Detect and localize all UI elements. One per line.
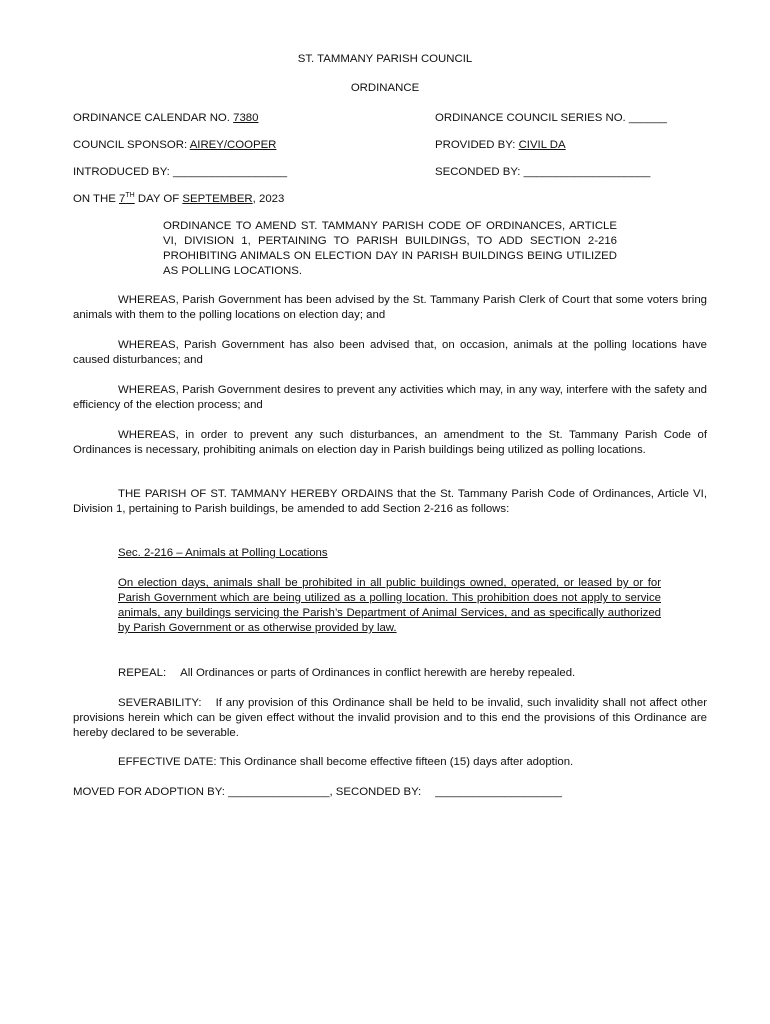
severability-text: If any provision of this Ordinance shall be held to be invalid, such invalidity shall not affect other provisions herein which can be given effect without the invalid provision and to this end the provisions of this Ordinance are hereby declared to be severable. — [73, 697, 707, 739]
introduced-label: INTRODUCED BY: — [73, 166, 170, 178]
provided-value: CIVIL DA — [518, 139, 566, 151]
introduced-line — [73, 165, 287, 180]
calendar-number: 7380 — [233, 112, 259, 124]
adoption-seconded-label: , SECONDED BY: — [329, 786, 422, 798]
moved-label: MOVED FOR ADOPTION BY: — [73, 786, 225, 798]
provided-label: PROVIDED BY: — [435, 139, 516, 151]
council-heading: ST. TAMMANY PARISH COUNCIL — [297, 53, 473, 65]
section-heading: Sec. 2-216 – Animals at Polling Locations — [118, 547, 328, 559]
ordinance-title: ORDINANCE TO AMEND ST. TAMMANY PARISH CODE OF ORDINANCES, ARTICLE VI, DIVISION 1, PERTAINING TO PARISH BUILDINGS, TO ADD SECTION 2-216 PROHIBITING ANIMALS ON ELECTION DAY IN PARISH BUILDINGS BEING UTILIZED AS POLLING LOCATIONS. — [163, 220, 617, 277]
date-line — [73, 192, 284, 207]
series-number-blank: ______ — [628, 112, 667, 124]
calendar-label: ORDINANCE CALENDAR NO. — [73, 112, 230, 124]
repeal-label: REPEAL: — [118, 667, 167, 679]
whereas-clause: WHEREAS, Parish Government has been advised by the St. Tammany Parish Clerk of Court that some voters bring animals with them to the polling locations on election day; and — [73, 294, 707, 321]
date-mid: DAY OF — [137, 193, 180, 205]
whereas-clause: WHEREAS, in order to prevent any such disturbances, an amendment to the St. Tammany Parish Code of Ordinances is necessary, prohibiting animals on election day in Parish buildings being utilized as polling locations. — [73, 429, 707, 456]
severability-label: SEVERABILITY: — [118, 697, 202, 709]
series-label: ORDINANCE COUNCIL SERIES NO. — [435, 112, 626, 124]
repeal-text: All Ordinances or parts of Ordinances in conflict herewith are hereby repealed. — [180, 667, 576, 679]
date-year: , 2023 — [252, 193, 285, 205]
seconded-label: SECONDED BY: — [435, 166, 521, 178]
series-line — [435, 111, 667, 126]
introduced-blank: __________________ — [173, 166, 288, 178]
whereas-clause: WHEREAS, Parish Government desires to prevent any activities which may, in any way, interfere with the safety and efficiency of the election process; and — [73, 384, 707, 411]
severability-clause — [73, 696, 707, 741]
date-prefix: ON THE — [73, 193, 116, 205]
sponsor-value: AIREY/COOPER — [189, 139, 277, 151]
date-month: SEPTEMBER — [182, 193, 253, 205]
ordains-paragraph: THE PARISH OF ST. TAMMANY HEREBY ORDAINS that the St. Tammany Parish Code of Ordinances, Article VI, Division 1, pertaining to Parish buildings, be amended to add Section 2-216 as follows: — [73, 488, 707, 515]
calendar-line — [73, 111, 258, 126]
whereas-clause: WHEREAS, Parish Government has also been advised that, on occasion, animals at the polling locations have caused disturbances; and — [73, 339, 707, 366]
effective-date: EFFECTIVE DATE: This Ordinance shall become effective fifteen (15) days after adoption. — [118, 756, 574, 768]
section-body: On election days, animals shall be prohibited in all public buildings owned, operated, or leased by or for Parish Government which are being utilized as a polling location. This prohibition does not apply to service animals, any buildings servicing the Parish’s Department of Animal Services, and as specifically authorized by Parish Government or as otherwise provided by law. — [118, 577, 661, 634]
sponsor-line — [73, 138, 276, 153]
ordinance-heading: ORDINANCE — [350, 82, 420, 94]
adoption-seconded-blank: ____________________ — [435, 786, 562, 798]
date-day: 7TH — [119, 192, 135, 205]
sponsor-label: COUNCIL SPONSOR: — [73, 139, 188, 151]
moved-blank: ________________ — [228, 786, 330, 798]
seconded-blank: ____________________ — [523, 166, 651, 178]
seconded-line — [435, 165, 650, 180]
adoption-line — [73, 785, 562, 800]
provided-line — [435, 138, 566, 153]
repeal-clause — [118, 666, 575, 681]
